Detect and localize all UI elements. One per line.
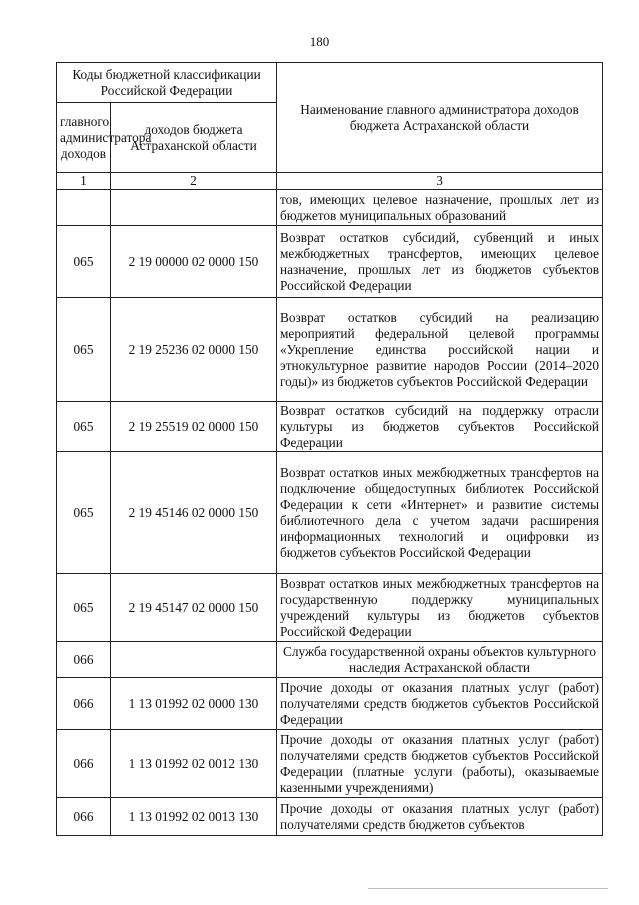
income-code-cell: 1 13 01992 02 0012 130 [111, 730, 277, 798]
income-code-cell: 1 13 01992 02 0013 130 [111, 798, 277, 836]
income-code-cell: 2 19 00000 02 0000 150 [111, 226, 277, 298]
admin-code-cell: 066 [57, 730, 111, 798]
budget-classification-table [56, 62, 603, 836]
administrator-name-cell: Прочие доходы от оказания платных услуг (работ) получателями средств бюджетов субъектов Российской Федерации (платные услуги (работы), оказываемые казенными учреждениями) [277, 730, 603, 798]
income-code-cell: 1 13 01992 02 0000 130 [111, 678, 277, 730]
admin-code-cell: 065 [57, 452, 111, 574]
table-row [57, 642, 603, 678]
administrator-name-cell: тов, имеющих целевое назначение, прошлых лет из бюджетов муниципальных образований [277, 190, 603, 226]
admin-code-cell: 065 [57, 402, 111, 452]
income-code-cell [111, 190, 277, 226]
col-number-1: 1 [57, 173, 111, 190]
administrator-name-cell: Возврат остатков субсидий на поддержку отрасли культуры из бюджетов субъектов Российской Федерации [277, 402, 603, 452]
administrator-name-cell: Служба государственной охраны объектов культурного наследия Астраханской области [277, 642, 603, 678]
admin-code-cell: 066 [57, 798, 111, 836]
page-number: 180 [309, 34, 330, 49]
income-code-cell: 2 19 25519 02 0000 150 [111, 402, 277, 452]
administrator-name-cell: Прочие доходы от оказания платных услуг (работ) получателями средств бюджетов субъектов Российской Федерации [277, 678, 603, 730]
table-row [57, 402, 603, 452]
admin-code-cell: 065 [57, 298, 111, 402]
col-number-3: 3 [277, 173, 603, 190]
admin-code-cell [57, 190, 111, 226]
admin-code-cell: 066 [57, 678, 111, 730]
administrator-name-cell: Возврат остатков субсидий на реализацию мероприятий федеральной целевой программы «Укрепление единства российской нации и этнокультурное развитие народов России (2014–2020 годы)» из бюджетов субъектов Российской Федерации [277, 298, 603, 402]
table-row [57, 452, 603, 574]
table-row [57, 190, 603, 226]
income-code-cell: 2 19 45147 02 0000 150 [111, 574, 277, 642]
header-col1-title: главного администратора доходов [57, 103, 111, 173]
income-code-cell [111, 642, 277, 678]
administrator-name-cell: Возврат остатков субсидий, субвенций и иных межбюджетных трансфертов, имеющих целевое назначение, прошлых лет из бюджетов субъектов Российской Федерации [277, 226, 603, 298]
table-row [57, 678, 603, 730]
income-code-cell: 2 19 25236 02 0000 150 [111, 298, 277, 402]
header-group-title: Коды бюджетной классификации Российской Федерации [57, 63, 277, 103]
col-number-2: 2 [111, 173, 277, 190]
admin-code-cell: 065 [57, 226, 111, 298]
header-col2-title: доходов бюджета Астраханской области [111, 103, 277, 173]
income-code-cell: 2 19 45146 02 0000 150 [111, 452, 277, 574]
table-row [57, 226, 603, 298]
footer-rule [368, 888, 608, 889]
administrator-name-cell: Возврат остатков иных межбюджетных трансфертов на подключение общедоступных библиотек Российской Федерации к сети «Интернет» и развитие системы библиотечного дела с учетом задачи расширения информационных технологий и оцифровки из бюджетов субъектов Российской Федерации [277, 452, 603, 574]
header-col3-title: Наименование главного администратора доходов бюджета Астраханской области [277, 63, 603, 173]
administrator-name-cell: Прочие доходы от оказания платных услуг (работ) получателями средств бюджетов субъектов [277, 798, 603, 836]
table-row [57, 298, 603, 402]
table-row [57, 730, 603, 798]
table-row [57, 574, 603, 642]
administrator-name-cell: Возврат остатков иных межбюджетных трансфертов на государственную поддержку муниципальных учреждений культуры из бюджетов субъектов Российской Федерации [277, 574, 603, 642]
table-row [57, 798, 603, 836]
admin-code-cell: 065 [57, 574, 111, 642]
admin-code-cell: 066 [57, 642, 111, 678]
